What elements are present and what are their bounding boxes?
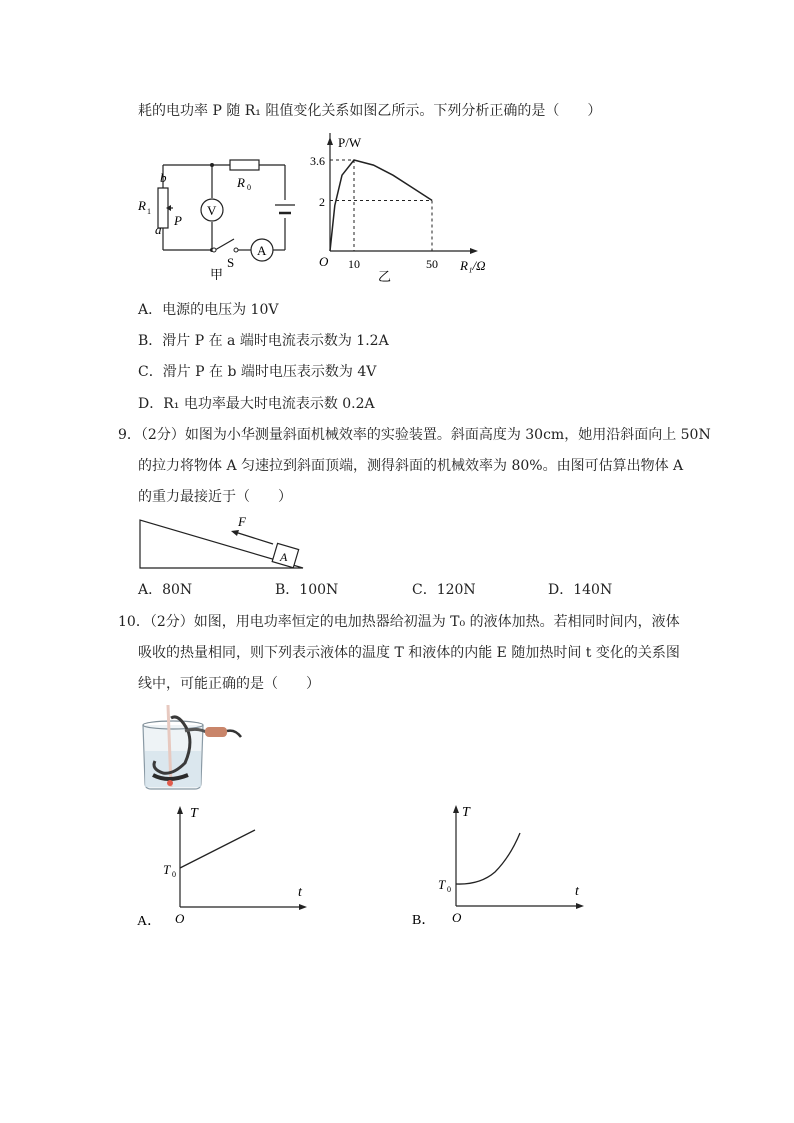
incline-figure bbox=[135, 512, 315, 577]
q10-line-2: 吸收的热量相同，则下列表示液体的温度 T 和液体的内能 E 随加热时间 t 变化的关系图 bbox=[138, 645, 680, 661]
graph-option-b bbox=[410, 797, 600, 932]
circuit-diagram bbox=[130, 150, 300, 280]
x-axis-label: R₁/Ω bbox=[460, 258, 486, 273]
svg-text:b: b bbox=[160, 170, 167, 185]
q8-option-a: A．电源的电压为 10V bbox=[138, 302, 279, 318]
option-label-b: B． bbox=[412, 913, 436, 928]
q9-option-a: A．80N bbox=[138, 582, 193, 598]
power-curve bbox=[330, 160, 432, 251]
force-arrow bbox=[235, 532, 273, 544]
y-tick-2: 2 bbox=[319, 195, 325, 209]
q9-line-2: 的拉力将物体 A 匀速拉到斜面顶端，测得斜面的机械效率为 80%。由图可估算出物体 A bbox=[138, 458, 684, 474]
y-axis-label: P/W bbox=[338, 135, 362, 150]
svg-text:S: S bbox=[227, 255, 235, 270]
q10-line-1: 10．（2分）如图，用电功率恒定的电加热器给初温为 T₀ 的液体加热。若相同时间内，液体 bbox=[118, 614, 680, 630]
x-tick-10: 10 bbox=[348, 257, 360, 271]
svg-text:V: V bbox=[207, 203, 217, 218]
temperature-line-a bbox=[180, 830, 255, 868]
q10-line-3: 线中，可能正确的是（ ） bbox=[138, 676, 320, 692]
svg-text:A: A bbox=[257, 243, 267, 258]
graph-option-a bbox=[135, 800, 325, 935]
beaker-heater-photo bbox=[133, 703, 243, 793]
q8-intro: 耗的电功率 P 随 R₁ 阻值变化关系如图乙所示。下列分析正确的是（ ） bbox=[138, 103, 602, 119]
svg-text:0: 0 bbox=[247, 183, 251, 192]
svg-text:0: 0 bbox=[447, 885, 451, 894]
graph-caption: 乙 bbox=[378, 269, 392, 283]
power-resistance-graph bbox=[310, 133, 510, 283]
q9-option-c: C．120N bbox=[412, 582, 476, 598]
svg-text:A: A bbox=[280, 550, 288, 564]
t0-label-b: T bbox=[438, 877, 446, 892]
origin-a: O bbox=[175, 911, 185, 926]
q9-line-3: 的重力最接近于（ ） bbox=[138, 489, 292, 505]
temperature-curve-b bbox=[456, 833, 520, 884]
q8-option-b: B．滑片 P 在 a 端时电流表示数为 1.2A bbox=[138, 333, 389, 349]
svg-text:甲: 甲 bbox=[210, 267, 224, 280]
q9-line-1: 9．（2分）如图为小华测量斜面机械效率的实验装置。斜面高度为 30cm，她用沿斜面向上 50N bbox=[118, 427, 711, 443]
x-tick-50: 50 bbox=[426, 257, 438, 271]
q9-option-b: B．100N bbox=[275, 582, 339, 598]
q8-option-d: D．R₁ 电功率最大时电流表示数 0.2A bbox=[138, 396, 375, 412]
option-label-a: A． bbox=[137, 914, 162, 929]
svg-text:a: a bbox=[155, 222, 162, 237]
svg-text:1: 1 bbox=[147, 207, 151, 216]
resistor-r0 bbox=[230, 160, 259, 170]
t0-label-a: T bbox=[163, 862, 171, 877]
svg-text:P: P bbox=[174, 213, 182, 228]
y-axis-label-b: T bbox=[462, 805, 470, 820]
q9-option-d: D．140N bbox=[548, 582, 613, 598]
svg-text:0: 0 bbox=[172, 870, 176, 879]
force-label: F bbox=[238, 514, 246, 529]
svg-text:R: R bbox=[138, 198, 146, 213]
y-tick-3.6: 3.6 bbox=[310, 154, 325, 168]
origin-label: O bbox=[319, 254, 329, 269]
svg-text:R: R bbox=[237, 175, 245, 190]
y-axis-label-a: T bbox=[190, 806, 198, 821]
x-axis-label-b: t bbox=[575, 884, 579, 899]
q8-option-c: C．滑片 P 在 b 端时电压表示数为 4V bbox=[138, 364, 377, 380]
x-axis-label-a: t bbox=[298, 885, 302, 900]
origin-b: O bbox=[452, 910, 462, 925]
